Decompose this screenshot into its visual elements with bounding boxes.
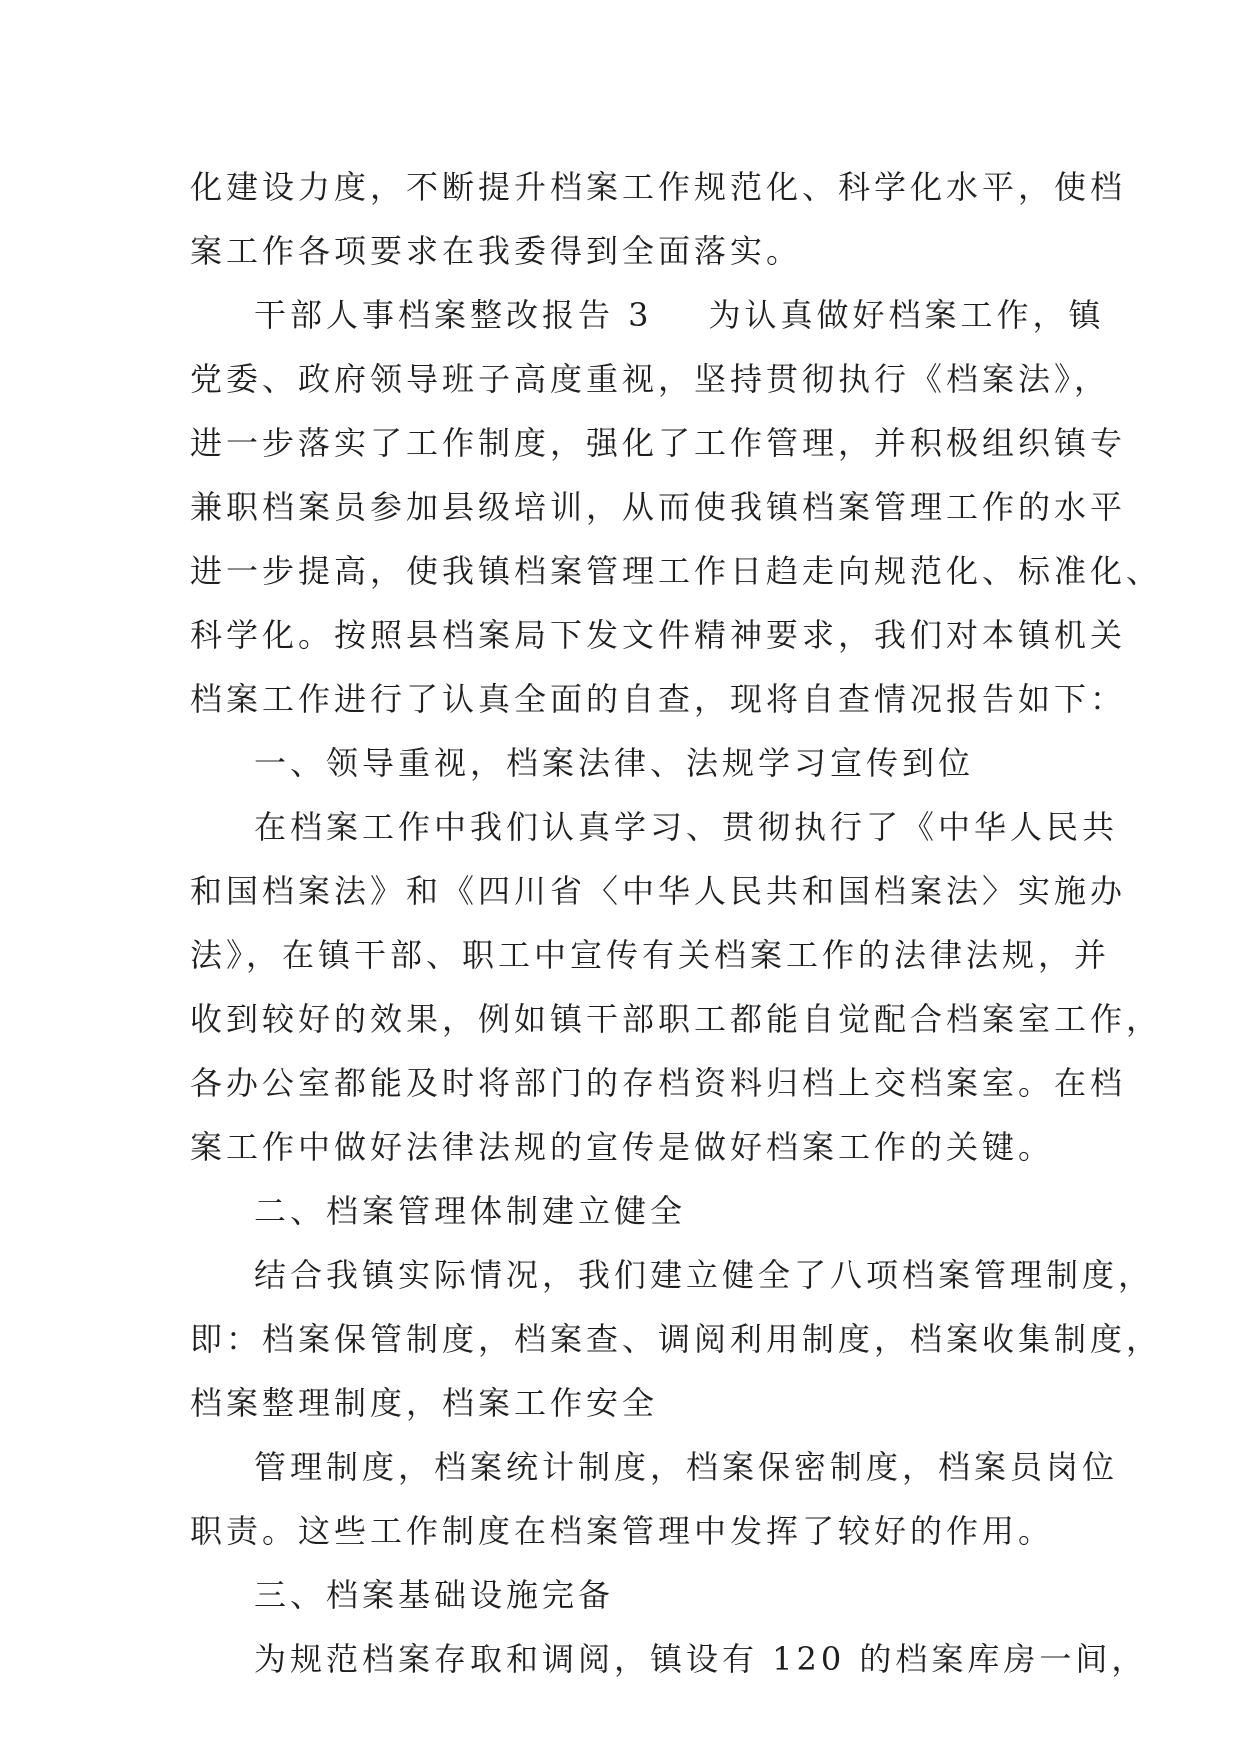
text-line: 兼职档案员参加县级培训，从而使我镇档案管理工作的水平 bbox=[190, 488, 1127, 526]
text-line: 管理制度，档案统计制度，档案保密制度，档案员岗位 bbox=[254, 1448, 1119, 1486]
text-line: 即：档案保管制度，档案查、调阅利用制度，档案收集制度， bbox=[190, 1320, 1163, 1358]
section-heading: 三、档案基础设施完备 bbox=[254, 1576, 615, 1614]
text-line: 党委、政府领导班子高度重视，坚持贯彻执行《档案法》， bbox=[190, 360, 1111, 398]
text-line: 案工作中做好法律法规的宣传是做好档案工作的关键。 bbox=[190, 1128, 1055, 1166]
document-body bbox=[190, 155, 1163, 1691]
text-line: 结合我镇实际情况，我们建立健全了八项档案管理制度， bbox=[254, 1256, 1155, 1294]
report-title-line bbox=[190, 283, 1105, 347]
text-line: 化建设力度，不断提升档案工作规范化、科学化水平，使档 bbox=[190, 168, 1127, 206]
text-line: 进一步落实了工作制度，强化了工作管理，并积极组织镇专 bbox=[190, 424, 1127, 462]
text-line: 档案工作进行了认真全面的自查，现将自查情况报告如下： bbox=[190, 680, 1127, 718]
text-line: 和国档案法》和《四川省〈中华人民共和国档案法〉实施办 bbox=[190, 872, 1127, 910]
section-heading: 一、领导重视，档案法律、法规学习宣传到位 bbox=[254, 744, 975, 782]
text-line: 进一步提高，使我镇档案管理工作日趋走向规范化、标准化、 bbox=[190, 552, 1163, 590]
text-line: 档案整理制度，档案工作安全 bbox=[190, 1384, 659, 1422]
text-line: 为规范档案存取和调阅，镇设有 120 的档案库房一间， bbox=[254, 1640, 1148, 1678]
text-line: 案工作各项要求在我委得到全面落实。 bbox=[190, 232, 803, 270]
text-line: 各办公室都能及时将部门的存档资料归档上交档案室。在档 bbox=[190, 1064, 1127, 1102]
section-heading: 二、档案管理体制建立健全 bbox=[254, 1192, 687, 1230]
text-line: 在档案工作中我们认真学习、贯彻执行了《中华人民共 bbox=[254, 808, 1119, 846]
text-line: 职责。这些工作制度在档案管理中发挥了较好的作用。 bbox=[190, 1512, 1055, 1550]
text-line: 收到较好的效果，例如镇干部职工都能自觉配合档案室工作， bbox=[190, 1000, 1163, 1038]
text-line: 法》，在镇干部、职工中宣传有关档案工作的法律法规，并 bbox=[190, 936, 1111, 974]
text-segment: 为认真做好档案工作，镇 bbox=[708, 296, 1105, 334]
text-line: 科学化。按照县档案局下发文件精神要求，我们对本镇机关 bbox=[190, 616, 1127, 654]
report-title: 干部人事档案整改报告 3 bbox=[254, 296, 653, 334]
